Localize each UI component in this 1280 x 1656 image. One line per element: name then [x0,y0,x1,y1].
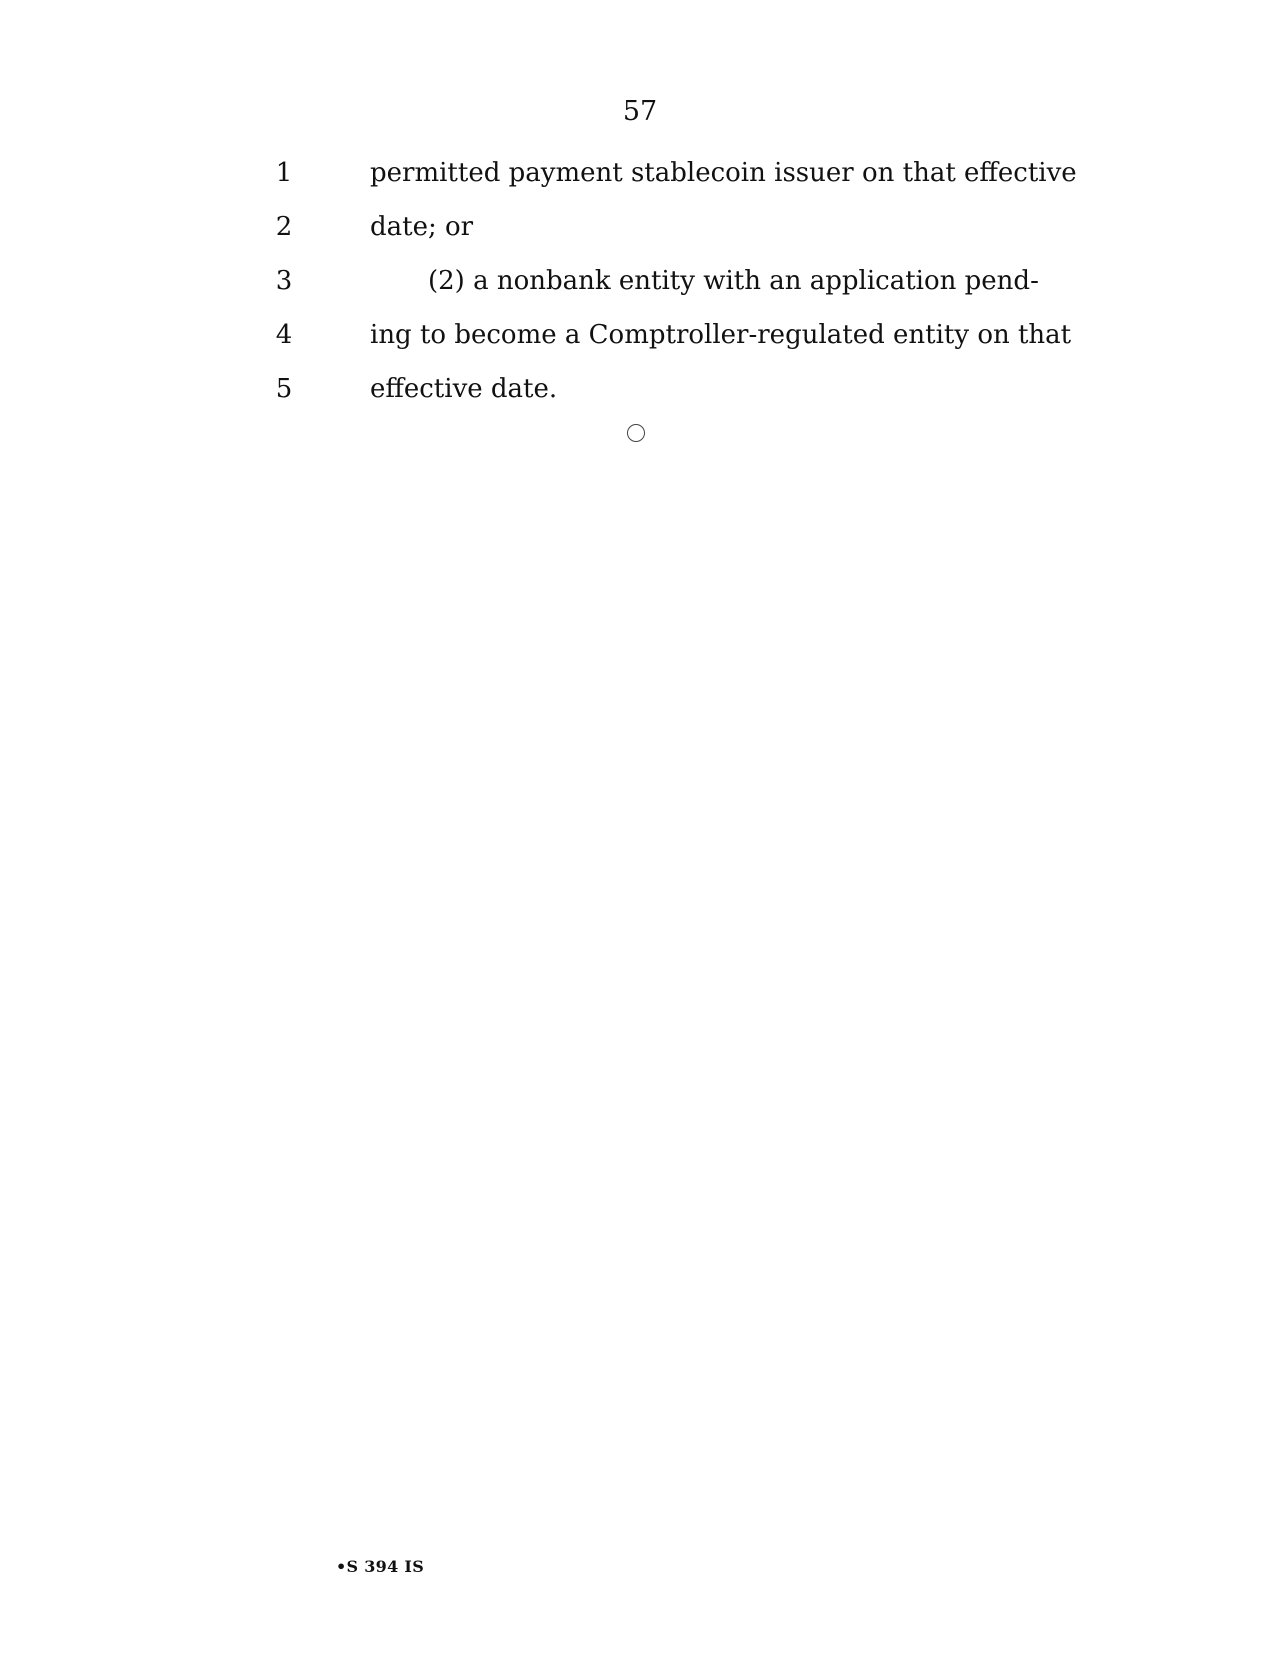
bill-line [0,256,1280,310]
bill-line [0,202,1280,256]
bill-line [0,310,1280,364]
line-number: 3 [275,266,293,296]
line-text: effective date. [370,374,558,404]
line-number: 1 [275,158,293,188]
bill-line [0,148,1280,202]
hollow-circle-icon [627,424,645,442]
bill-line [0,364,1280,418]
bill-identifier: •S 394 IS [336,1557,425,1576]
line-number: 4 [275,320,293,350]
line-text: (2) a nonbank entity with an application pend- [428,266,1039,296]
line-text: permitted payment stablecoin issuer on that effective [370,158,1077,188]
line-number: 2 [275,212,293,242]
line-number: 5 [275,374,293,404]
line-text: ing to become a Comptroller-regulated entity on that [370,320,1072,350]
bill-text [0,148,1280,418]
line-text: date; or [370,212,474,242]
page-number: 57 [622,96,658,127]
